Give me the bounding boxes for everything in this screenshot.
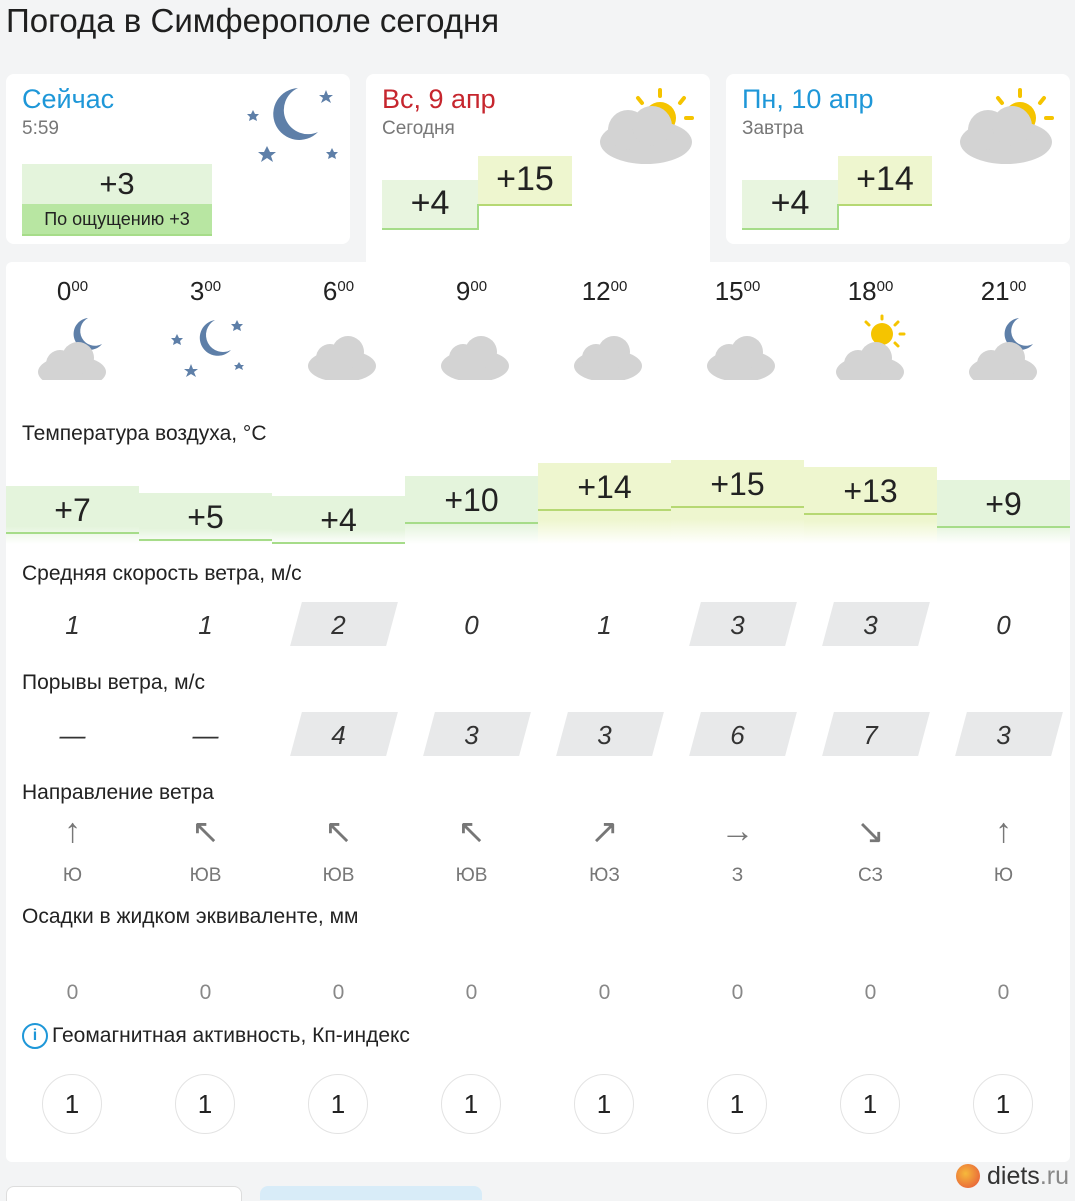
info-icon[interactable]: i xyxy=(22,1023,48,1049)
precip-section-title: Осадки в жидком эквиваленте, мм xyxy=(22,905,359,928)
temp-bar xyxy=(538,463,671,544)
temp-value: +4 xyxy=(320,502,357,538)
cloud-icon xyxy=(701,314,777,380)
temp-bar xyxy=(6,486,139,544)
hourly-forecast-panel xyxy=(6,262,1070,1162)
moon-stars-icon xyxy=(240,84,340,164)
geo-section-label: Геомагнитная активность, Кп-индекс xyxy=(52,1024,410,1047)
temp-value: +14 xyxy=(577,469,632,505)
hour-value: 15 xyxy=(714,276,744,306)
tomorrow-max-box xyxy=(838,156,932,206)
hour-minutes: 00 xyxy=(71,278,89,295)
temp-bar xyxy=(671,460,804,544)
temp-bar-line xyxy=(538,509,671,511)
sun-cloud-icon xyxy=(956,82,1066,172)
bottom-tab-2[interactable] xyxy=(260,1186,482,1200)
wind-direction-label: З xyxy=(731,865,744,886)
hour-value: 3 xyxy=(189,276,205,306)
precip-value: 0 xyxy=(199,981,212,1004)
temp-value: +9 xyxy=(985,486,1022,522)
wind-value: 0 xyxy=(996,610,1011,640)
hour-minutes: 00 xyxy=(610,278,628,295)
hour-value: 9 xyxy=(455,276,471,306)
tomorrow-max: +14 xyxy=(856,160,914,198)
today-date: Вс, 9 апр xyxy=(382,84,496,114)
wind-arrow-icon: ↖ xyxy=(457,813,486,851)
wind-direction-label: ЮВ xyxy=(322,865,355,886)
gust-value: 4 xyxy=(331,720,346,750)
sun-cloud-icon xyxy=(596,82,706,172)
gust-value: 3 xyxy=(464,720,479,750)
today-max-box xyxy=(478,156,572,206)
wind-value: 0 xyxy=(464,610,479,640)
hour-label xyxy=(804,276,937,307)
wind-direction-label: Ю xyxy=(993,865,1014,886)
wind-section-title: Средняя скорость ветра, м/с xyxy=(22,562,302,585)
today-step xyxy=(477,204,479,230)
kp-index-badge: 1 xyxy=(840,1074,900,1134)
wind-arrow-icon: → xyxy=(720,812,755,850)
wind-direction-label: СЗ xyxy=(858,865,883,886)
temp-bar xyxy=(405,476,538,544)
tomorrow-min-box xyxy=(742,180,838,230)
moon-cloud-icon xyxy=(967,314,1043,380)
temp-bar-line xyxy=(405,522,538,524)
temp-bar-line xyxy=(6,532,139,534)
hour-minutes: 00 xyxy=(876,278,894,295)
wind-arrow-icon: ↑ xyxy=(995,812,1012,850)
wind-arrow-icon: ↘ xyxy=(856,813,885,851)
hour-value: 6 xyxy=(322,276,338,306)
hour-minutes: 00 xyxy=(743,278,761,295)
temp-bar-line xyxy=(139,539,272,541)
kp-index-badge: 1 xyxy=(441,1074,501,1134)
precip-value: 0 xyxy=(997,981,1010,1004)
wind-value: 1 xyxy=(65,610,80,640)
wind-arrow-icon: ↖ xyxy=(191,813,220,851)
current-temp: +3 xyxy=(99,166,135,201)
precip-value: 0 xyxy=(66,981,79,1004)
hour-value: 18 xyxy=(847,276,877,306)
wind-direction-label: Ю xyxy=(62,865,83,886)
hour-value: 21 xyxy=(980,276,1010,306)
logo-tld: .ru xyxy=(1039,1162,1069,1190)
temp-bar xyxy=(804,467,937,544)
wind-value: 3 xyxy=(730,610,745,640)
precip-value: 0 xyxy=(864,981,877,1004)
temp-value: +10 xyxy=(444,482,499,518)
temp-value: +13 xyxy=(843,473,898,509)
gust-value: — xyxy=(192,720,219,750)
wind-direction-label: ЮЗ xyxy=(589,865,620,886)
bottom-tab-1[interactable] xyxy=(6,1186,242,1201)
hour-value: 12 xyxy=(581,276,611,306)
today-card[interactable] xyxy=(366,74,710,274)
temp-bar-line xyxy=(671,506,804,508)
current-temp-box xyxy=(22,164,212,236)
hour-label xyxy=(671,276,804,307)
gust-value: 3 xyxy=(597,720,612,750)
logo-name: diets xyxy=(987,1162,1040,1190)
current-weather-card[interactable] xyxy=(6,74,350,244)
hour-minutes: 00 xyxy=(1009,278,1027,295)
tomorrow-step xyxy=(837,204,839,230)
temp-bar-line xyxy=(272,542,405,544)
hour-label xyxy=(538,276,671,307)
precip-value: 0 xyxy=(598,981,611,1004)
sun-cloud-icon xyxy=(834,314,910,380)
now-label: Сейчас xyxy=(22,84,115,114)
wind-arrow-icon: ↖ xyxy=(324,813,353,851)
cloud-icon xyxy=(302,314,378,380)
feels-like: По ощущению +3 xyxy=(22,204,212,234)
gust-value: 6 xyxy=(730,720,745,750)
temp-bar xyxy=(272,496,405,544)
moon-cloud-icon xyxy=(36,314,112,380)
wind-value: 1 xyxy=(597,610,612,640)
precip-value: 0 xyxy=(731,981,744,1004)
tomorrow-min: +4 xyxy=(770,184,810,222)
wind-direction-label: ЮВ xyxy=(455,865,488,886)
kp-index-badge: 1 xyxy=(707,1074,767,1134)
hour-label xyxy=(139,276,272,307)
page-title: Погода в Симферополе сегодня xyxy=(6,2,500,39)
wind-direction-label: ЮВ xyxy=(189,865,222,886)
hour-label xyxy=(937,276,1070,307)
temp-section-title: Температура воздуха, °C xyxy=(22,422,267,445)
temp-value: +5 xyxy=(187,499,224,535)
now-time: 5:59 xyxy=(22,118,59,139)
temp-bar xyxy=(937,480,1070,544)
temp-bar-line xyxy=(804,513,937,515)
hour-label xyxy=(405,276,538,307)
kp-index-badge: 1 xyxy=(308,1074,368,1134)
apple-icon xyxy=(956,1164,980,1188)
temp-value: +7 xyxy=(54,492,91,528)
kp-index-badge: 1 xyxy=(973,1074,1033,1134)
hour-label xyxy=(272,276,405,307)
gust-value: 7 xyxy=(863,720,878,750)
hour-minutes: 00 xyxy=(337,278,355,295)
today-max: +15 xyxy=(496,160,554,198)
wind-arrow-icon: ↗ xyxy=(590,813,619,851)
hour-value: 0 xyxy=(56,276,72,306)
tomorrow-date: Пн, 10 апр xyxy=(742,84,874,114)
wind-value: 2 xyxy=(331,610,346,640)
gust-value: — xyxy=(59,720,86,750)
gust-section-title: Порывы ветра, м/с xyxy=(22,671,205,694)
temp-value: +15 xyxy=(710,466,765,502)
hour-label xyxy=(6,276,139,307)
wind-value: 3 xyxy=(863,610,878,640)
tomorrow-sub: Завтра xyxy=(742,118,804,139)
cloud-icon xyxy=(435,314,511,380)
gust-value: 3 xyxy=(996,720,1011,750)
wind-value: 1 xyxy=(198,610,213,640)
wind-arrow-icon: ↑ xyxy=(64,812,81,850)
cloud-icon xyxy=(568,314,644,380)
temp-bar-line xyxy=(937,526,1070,528)
hour-minutes: 00 xyxy=(470,278,488,295)
temp-bar xyxy=(139,493,272,544)
moon-stars-icon xyxy=(169,314,245,380)
geo-section-title[interactable] xyxy=(22,1024,410,1048)
kp-index-badge: 1 xyxy=(42,1074,102,1134)
today-min: +4 xyxy=(410,184,450,222)
direction-section-title: Направление ветра xyxy=(22,781,214,804)
today-min-box xyxy=(382,180,478,230)
site-logo xyxy=(956,1162,1069,1191)
precip-value: 0 xyxy=(332,981,345,1004)
kp-index-badge: 1 xyxy=(175,1074,235,1134)
hour-minutes: 00 xyxy=(204,278,222,295)
tomorrow-card[interactable] xyxy=(726,74,1070,244)
kp-index-badge: 1 xyxy=(574,1074,634,1134)
precip-value: 0 xyxy=(465,981,478,1004)
today-sub: Сегодня xyxy=(382,118,455,139)
